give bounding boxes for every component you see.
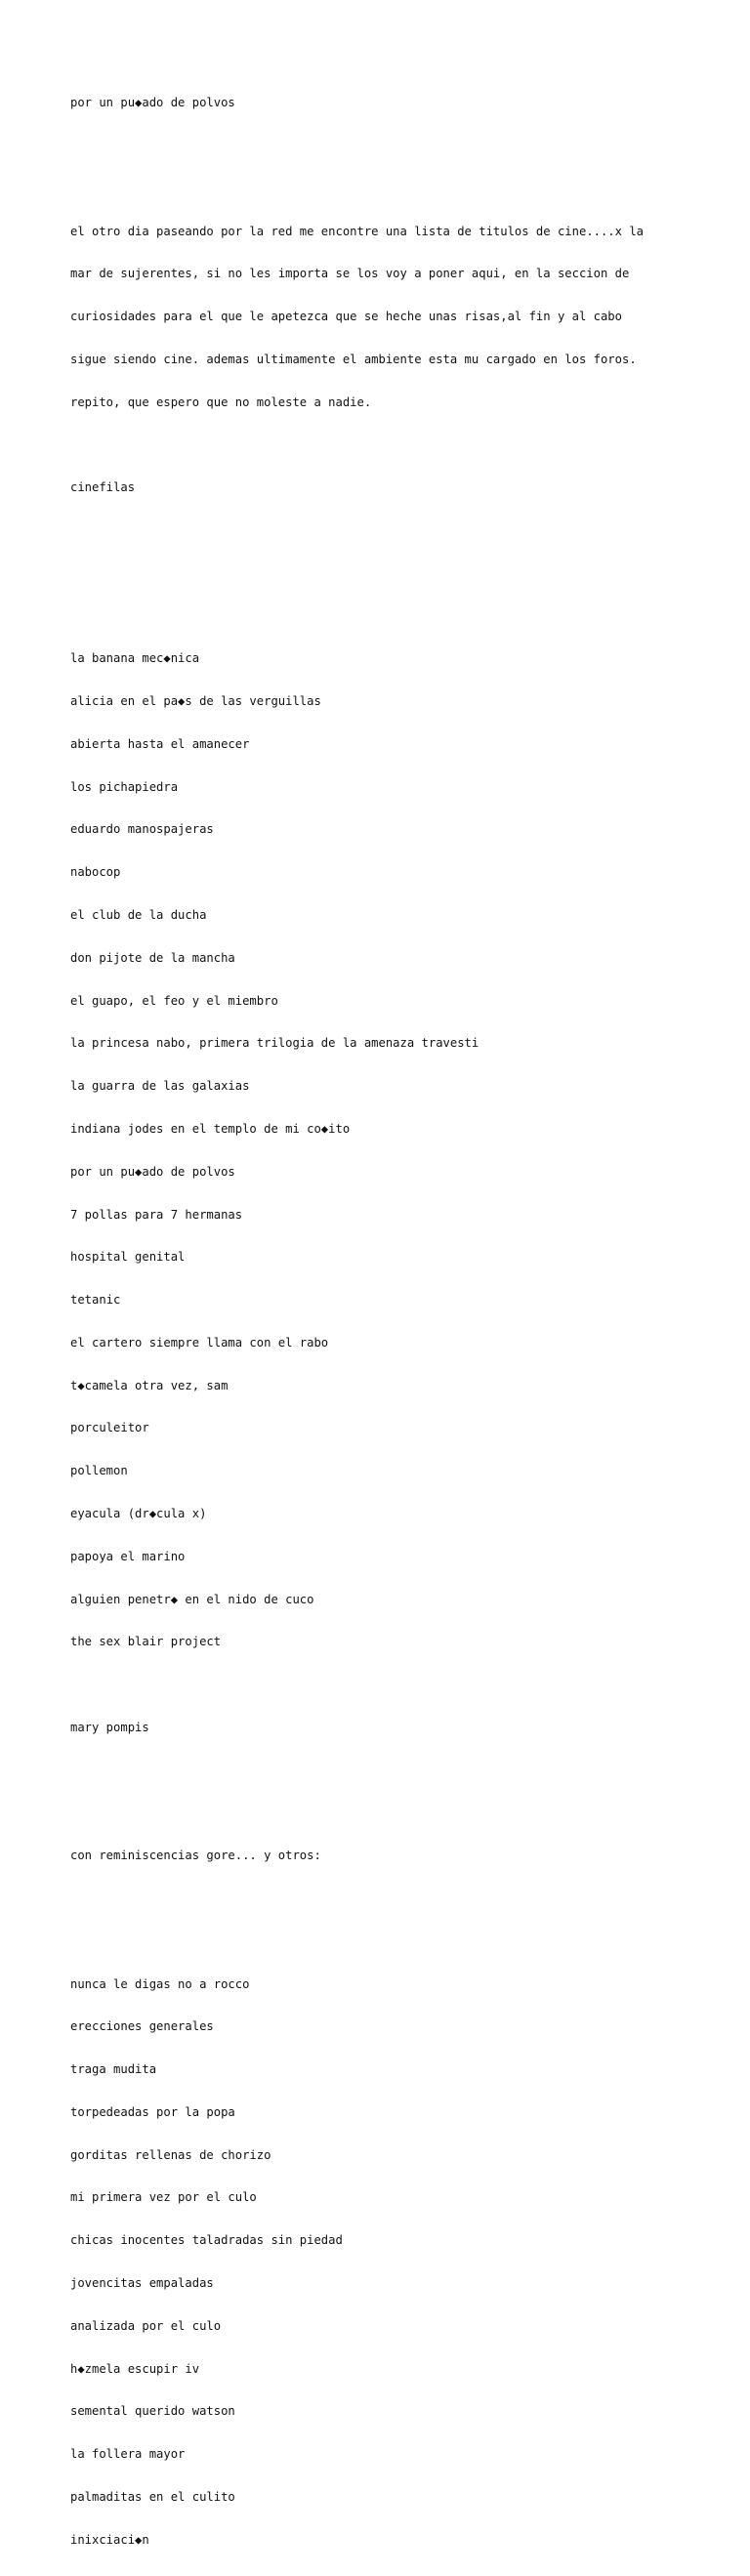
text-line: analizada por el culo <box>70 2318 222 2333</box>
text-line <box>70 1934 734 1949</box>
text-line: indiana jodes en el templo de mi co◆ito <box>70 1121 351 1136</box>
text-line: los pichapiedra <box>70 779 179 794</box>
text-line: el guapo, el feo y el miembro <box>70 993 278 1008</box>
text-line: el club de la ducha <box>70 908 207 923</box>
text-line: tetanic <box>70 1293 121 1308</box>
text-line: alicia en el pa◆s de las verguillas <box>70 694 321 709</box>
text-line: por un pu◆ado de polvos <box>70 1164 235 1179</box>
text-line: eduardo manospajeras <box>70 822 214 837</box>
text-line: la princesa nabo, primera trilogia de la amenaza travesti <box>70 1036 479 1051</box>
text-line <box>70 523 734 538</box>
text-line: nunca le digas no a rocco <box>70 1976 250 1991</box>
text-line: jovencitas empaladas <box>70 2276 214 2291</box>
text-line <box>70 182 734 196</box>
text-line: pollemon <box>70 1464 128 1478</box>
text-line: el cartero siempre llama con el rabo <box>70 1335 329 1350</box>
text-line <box>70 139 734 153</box>
text-line: palmaditas en el culito <box>70 2489 235 2504</box>
text-line: erecciones generales <box>70 2019 214 2034</box>
text-line: torpedeadas por la popa <box>70 2104 235 2119</box>
text-line: mi primera vez por el culo <box>70 2190 257 2205</box>
document-text <box>70 67 734 2576</box>
text-line <box>70 1891 734 1906</box>
text-line: el otro dia paseando por la red me encontre una lista de titulos de cine....x la <box>70 224 644 238</box>
text-line: alguien penetr◆ en el nido de cuco <box>70 1592 314 1606</box>
text-line: sigue siendo cine. ademas ultimamente el ambiente esta mu cargado en los foros. <box>70 352 637 366</box>
text-line: repito, que espero que no moleste a nadie. <box>70 395 372 409</box>
text-line: semental querido watson <box>70 2404 235 2419</box>
text-line: t◆camela otra vez, sam <box>70 1378 229 1392</box>
text-line <box>70 1806 734 1820</box>
text-line: porculeitor <box>70 1421 149 1435</box>
text-line: traga mudita <box>70 2062 157 2077</box>
text-line: eyacula (dr◆cula x) <box>70 1506 207 1520</box>
text-line: gorditas rellenas de chorizo <box>70 2147 271 2162</box>
text-line: abierta hasta el amanecer <box>70 736 250 751</box>
text-line: cinefilas <box>70 480 136 495</box>
text-line: hospital genital <box>70 1250 186 1265</box>
text-line: chicas inocentes taladradas sin piedad <box>70 2233 343 2248</box>
text-line: mary pompis <box>70 1720 149 1734</box>
text-line: la guarra de las galaxias <box>70 1079 250 1094</box>
text-line <box>70 1764 734 1778</box>
text-line: mar de sujerentes, si no les importa se los voy a poner aqui, en la seccion de <box>70 267 630 281</box>
text-line: nabocop <box>70 865 121 880</box>
text-line <box>70 609 734 624</box>
text-line: 7 pollas para 7 hermanas <box>70 1207 243 1222</box>
text-line: papoya el marino <box>70 1549 186 1563</box>
text-line: inixciaci◆n <box>70 2532 149 2547</box>
text-line: the sex blair project <box>70 1635 222 1649</box>
text-line: curiosidades para el que le apetezca que se heche unas risas,al fin y al cabo <box>70 310 622 324</box>
text-line <box>70 566 734 581</box>
text-line: h◆zmela escupir iv <box>70 2361 200 2376</box>
text-line: don pijote de la mancha <box>70 950 235 965</box>
text-line: la banana mec◆nica <box>70 651 200 666</box>
text-line: con reminiscencias gore... y otros: <box>70 1849 321 1863</box>
text-line: por un pu◆ado de polvos <box>70 96 235 110</box>
text-line <box>70 437 734 452</box>
text-line: la follera mayor <box>70 2447 186 2462</box>
text-line <box>70 1678 734 1692</box>
